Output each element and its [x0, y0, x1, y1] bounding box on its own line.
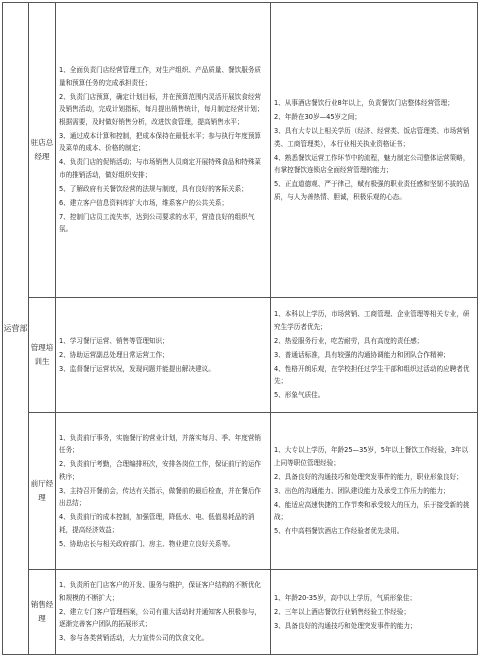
requirements-cell — [271, 413, 478, 570]
position-cell: 前厅经理 — [29, 413, 56, 570]
list-item: 3、监督餐厅运营状况，发现问题并能提出解决建议。 — [59, 364, 215, 373]
list-item: 3、出色的沟通能力、团队建设能力及承受工作压力的能力； — [274, 486, 450, 495]
department-cell: 运营部 — [3, 3, 29, 655]
table-row — [3, 3, 478, 298]
list-item: 5、有中高档餐饮酒店工作经验者优先录用。 — [274, 527, 404, 536]
list-item: 4、能适应高速快捷的工作节奏和承受较大的压力，乐于接受新的挑战； — [274, 500, 470, 522]
list-item: 3、普通话标准，具有较强的沟通协调能力和团队合作精神； — [274, 350, 450, 359]
list-item: 5、协助店长与相关政府部门、房主、物业建立良好关系等。 — [59, 539, 235, 548]
list-item: 3、具有大专以上相关学历（经济、经营类、饭店管理类、市场营销类、工商管理类），本行业相关执业资格证书； — [274, 127, 470, 148]
job-description-table — [2, 2, 478, 655]
list-item: 5、了解政府有关餐饮经营的法规与制度，具有良好的客际关系； — [59, 184, 248, 193]
list-item: 2、负责前厅考勤，合理编排班次，安排各岗位工作，保证前厅的运作秩序； — [59, 460, 262, 481]
requirements-cell — [271, 570, 478, 655]
list-item: 3、参与各类营销活动，大力宣传公司的饮食文化。 — [59, 634, 209, 643]
list-item: 2、热爱服务行业，吃苦耐劳，具有高度的责任感； — [274, 336, 424, 345]
requirements-cell — [271, 298, 478, 413]
list-item: 4、负责门店的促销活动；与市场销售人员商定开展特殊食品和特殊菜市的推销活动，做好组织安排； — [59, 158, 262, 179]
duties-cell — [56, 413, 271, 570]
list-item: 1、学习餐厅运营、销售等管理知识； — [59, 336, 169, 345]
list-item: 2、三年以上酒店餐饮行业销售经验工作经验； — [274, 607, 411, 616]
list-item: 1、全面负责门店经营管理工作，对生产组织、产品质量、餐饮服务质量和预算任务的完成承担责任； — [59, 66, 262, 87]
list-item: 3、通过成本计算和控制，把成本保持在最低水平；参与执行年度预算及菜单的成本、价格的制定； — [59, 131, 262, 153]
duties-cell — [56, 3, 271, 298]
duties-cell — [56, 570, 271, 655]
table-row — [3, 298, 478, 413]
list-item: 1、负责所在门店客户的开发、服务与维护，保证客户结构的不断优化和规模的不断扩大； — [59, 581, 262, 602]
list-item: 6、建立客户信息资料库扩大市场，维系客户的公共关系； — [59, 198, 229, 207]
table-row — [3, 413, 478, 570]
list-item: 2、负责门店预算，确定计划目标，并在预算范围内灵活开展饮食经营及销售活动，完成计划指标，每月提出销售统计，每月制定经营计划；根据需要，及时做好销售分析，改进饮食管理，提高销售水平； — [59, 92, 264, 126]
requirements-cell — [271, 3, 478, 298]
list-item: 4、熟悉餐饮运营工作环节中的流程，魅力制定公司整体运营策略，有掌控餐饮连锁店全面经营管理的能力； — [274, 153, 470, 174]
list-item: 3、具备良好的沟通技巧和处理突发事件的能力； — [274, 621, 417, 630]
table-row — [3, 570, 478, 655]
list-item: 1、本科以上学历，市场营销、工商管理、企业管理等相关专业，研究生学历者优先； — [274, 310, 470, 331]
list-item: 4、性格开朗乐观，在学校担任过学生干部和组织过活动的应聘者优先； — [274, 364, 470, 386]
list-item: 1、年龄20-35岁，高中以上学历，气质形象佳； — [274, 593, 417, 602]
list-item: 2、年龄在30岁—45岁之间； — [274, 113, 361, 121]
position-cell: 驻店总经理 — [29, 3, 56, 298]
position-cell: 销售经理 — [29, 570, 56, 655]
position-cell: 管理培训生 — [29, 298, 56, 413]
duties-cell — [56, 298, 271, 413]
list-item: 7、控制门店员工流失率，达到公司要求的水平，营造良好的组织气氛。 — [59, 212, 255, 234]
list-item: 1、负责前厅事务，实施餐厅的营业计划，并落实每月、季、年度营销任务； — [59, 433, 262, 455]
list-item: 2、协助运营副总处理日常运营工作； — [59, 350, 169, 359]
list-item: 5、正直道德观、严于律己，赋有极强的职业责任感和坚韧不拔的品质，与人为善热情、胆诚，积极乐观的心态。 — [274, 180, 470, 201]
list-item: 2、建立专门客户管理档案，公司有重大活动时并通知客人积极参与，逐渐完善客户团队的拓展形式； — [59, 607, 262, 629]
list-item: 5、形象气质佳。 — [274, 391, 325, 400]
list-item: 4、负责前厅的成本控制，加强管理，降低水、电、低值易耗品的消耗，提高经济效益； — [59, 513, 255, 534]
list-item: 1、大专以上学历，年龄25—35岁，5年以上餐饮工作经验，3年以上同等职位管理经验； — [274, 446, 469, 467]
list-item: 2、具备良好的沟通技巧和处理突发事件的能力，职业形象良好； — [274, 472, 463, 481]
list-item: 3、主持召开餐前会，传达有关指示，做餐前的最后检查，并在餐后作出总结； — [59, 486, 262, 508]
list-item: 1、从事酒店餐饮行业8年以上，负责餐饮门店整体经营管理； — [274, 99, 454, 107]
